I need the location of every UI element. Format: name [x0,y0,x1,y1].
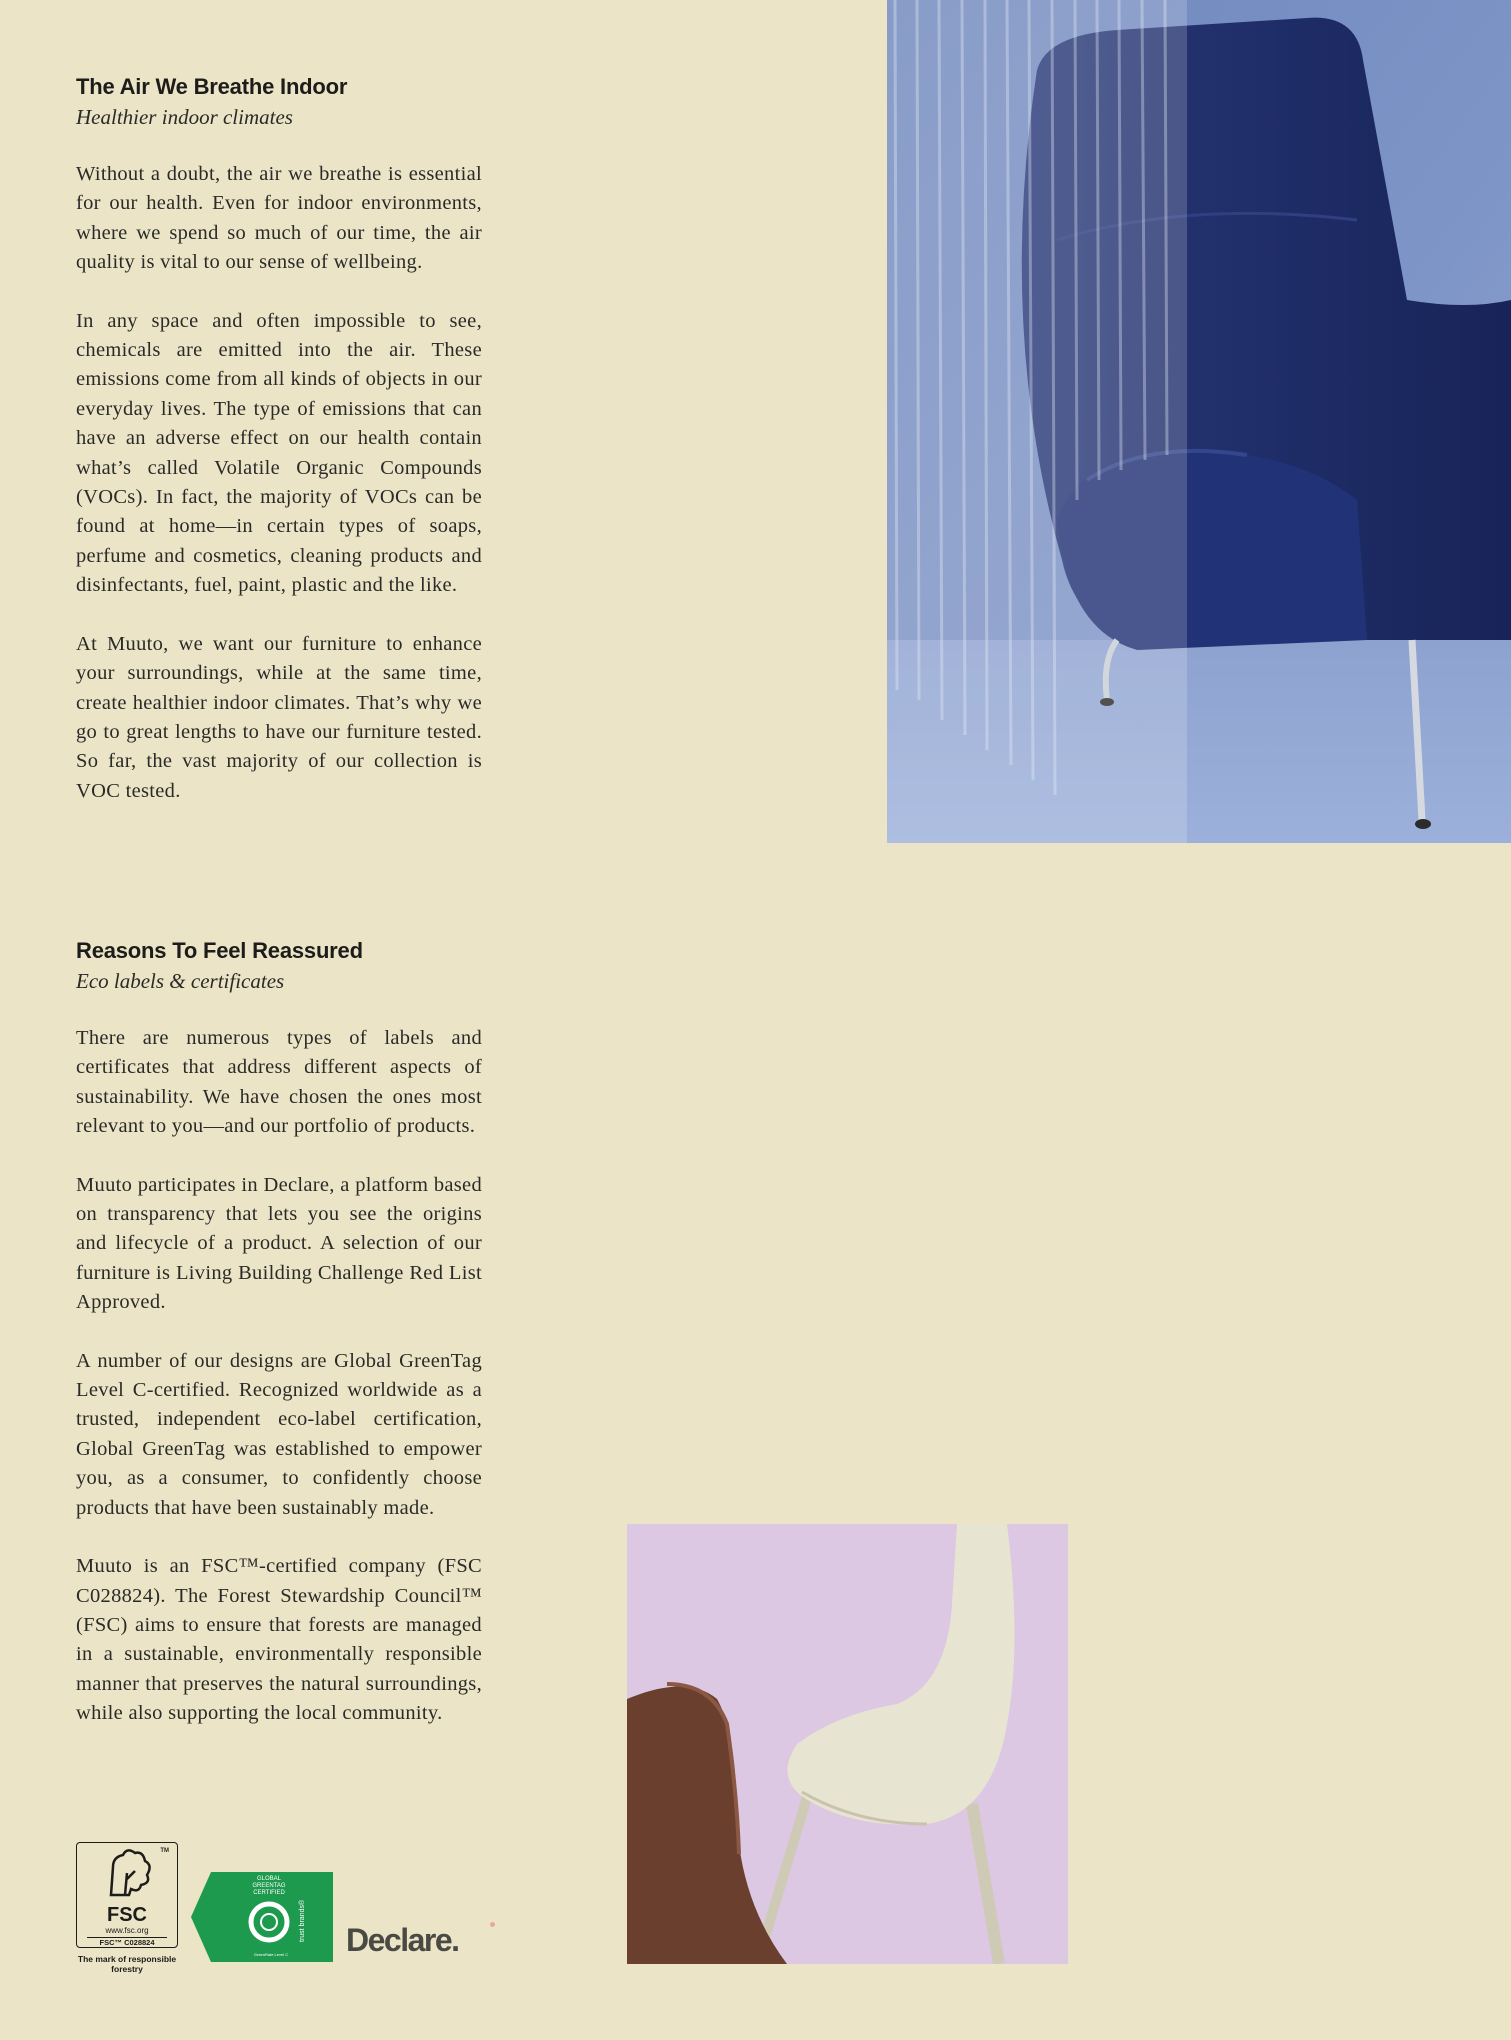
greentag-side-text: trust brands® [299,1899,306,1942]
paragraph: Muuto participates in Declare, a platform based on transparency that lets you see the origins and lifecycle of a product. A selection of our furniture is Living Building Challenge Red List Approved. [76,1173,482,1314]
paragraph: At Muuto, we want our furniture to enhance your surroundings, while at the same time, create healthier indoor climates. That’s why we go to great lengths to have our furniture tested. So far, the vast majority of our collection is VOC tested. [76,632,482,802]
section-title: Reasons To Feel Reassured [76,938,363,963]
fsc-tm: TM [160,1848,169,1854]
greentag-line3: CERTIFIED [253,1890,285,1896]
fsc-tagline: The mark of responsible forestry [77,1954,177,1974]
declare-logo: Declare. [346,1922,459,1958]
chairs-lilac-photo [627,1524,1068,1964]
declare-dot-icon [490,1922,495,1927]
greentag-logo [191,1872,333,1962]
paragraph: Without a doubt, the air we breathe is essential for our health. Even for indoor environments, where we spend so much of our time, the air quality is vital to our sense of wellbeing. [76,163,482,274]
fsc-code: FSC™ C028824 [87,1937,167,1947]
section-subtitle: Healthier indoor climates [76,105,293,129]
section-title: The Air We Breathe Indoor [76,74,348,99]
lounge-chair-photo [887,0,1511,843]
section-reasons-reassured [76,936,482,1758]
section-subtitle: Eco labels & certificates [76,969,285,993]
paragraph: In any space and often impossible to see, chemicals are emitted into the air. These emissions come from all kinds of objects in our everyday lives. The type of emissions that can have an adverse effect on our health contain what’s called Volatile Organic Compounds (VOCs). In fact, the majority of VOCs can be found at home—in certain types of soaps, perfume and cosmetics, cleaning products and disinfectants, fuel, paint, plastic and the like. [76,309,482,597]
fsc-name: FSC [107,1904,147,1926]
fsc-url: www.fsc.org [105,1926,149,1935]
paragraph: There are numerous types of labels and certificates that address different aspects of sustainability. We have chosen the ones most relevant to you—and our portfolio of products. [76,1027,482,1138]
section-air-we-breathe [76,72,482,835]
greentag-footer: GreenRate Level C [253,1952,289,1957]
greentag-line1: GLOBAL [256,1876,281,1882]
eco-labels [76,1842,506,1992]
paragraph: A number of our designs are Global GreenTag Level C-certified. Recognized worldwide as a trusted, independent eco-label certification, Global GreenTag was established to empower you, as a consumer, to confidently choose products that have been sustainably made. [76,1349,482,1519]
paragraph: Muuto is an FSC™-certified company (FSC C028824). The Forest Stewardship Council™ (FSC) aims to ensure that forests are managed in a sustainable, environmentally responsible manner that preserves the natural surroundings, while also supporting the local community. [76,1555,482,1725]
greentag-line2: GREENTAG [252,1883,286,1889]
fsc-logo [76,1842,178,1948]
